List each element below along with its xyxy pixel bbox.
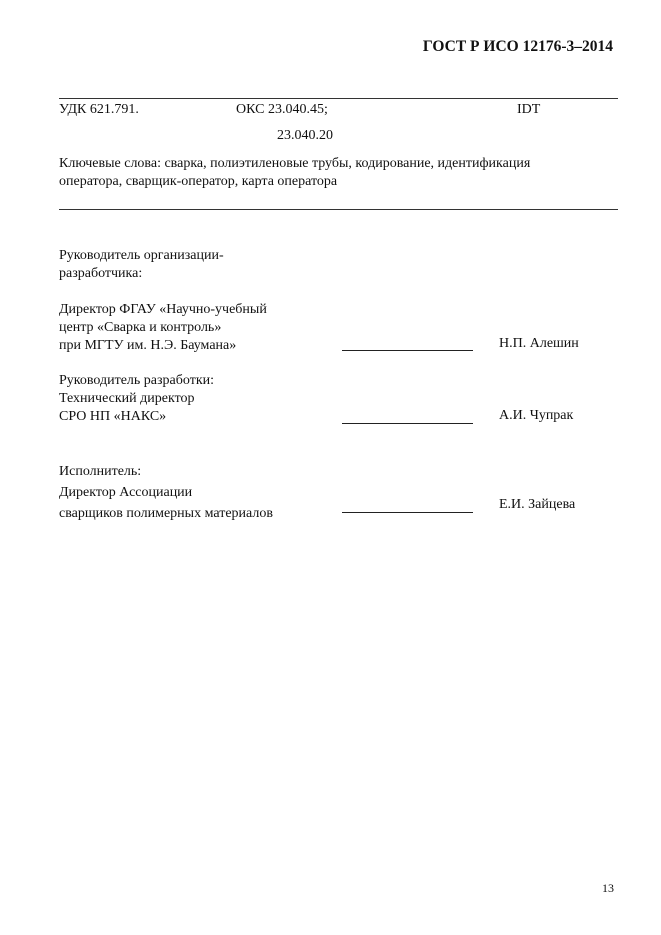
keywords-line-2: оператора, сварщик-оператор, карта оператора	[59, 174, 338, 189]
keywords-line-1: Ключевые слова: сварка, полиэтиленовые трубы, кодирование, идентификация	[59, 156, 531, 171]
signatory-2-block	[59, 372, 214, 426]
top-divider	[59, 98, 618, 99]
signatory-3-line-1: Исполнитель:	[59, 464, 142, 479]
signatory-1-name: Н.П. Алешин	[499, 336, 579, 351]
document-header: ГОСТ Р ИСО 12176-3–2014	[422, 38, 613, 55]
signatory-2-line-2: Технический директор	[59, 391, 195, 406]
oks-code-1: ОКС 23.040.45;	[236, 102, 328, 117]
org-head-line-1: Руководитель организации-	[59, 248, 224, 263]
signatory-2-line-1: Руководитель разработки:	[59, 373, 215, 388]
page-number: 13	[602, 881, 614, 895]
org-head-line-2: разработчика:	[59, 266, 143, 281]
signatory-1-line-2: центр «Сварка и контроль»	[59, 320, 222, 335]
udk-code: УДК 621.791.	[59, 102, 139, 117]
signatory-3-block	[59, 461, 273, 524]
signatory-2-line-3: СРО НП «НАКС»	[59, 409, 167, 424]
signatory-2-name: А.И. Чупрак	[499, 408, 574, 423]
bottom-divider	[59, 209, 618, 210]
signature-line-2	[342, 423, 473, 424]
signatory-1-line-1: Директор ФГАУ «Научно-учебный	[59, 302, 267, 317]
org-head-block	[59, 247, 224, 283]
signature-line-1	[342, 350, 473, 351]
oks-code-2: 23.040.20	[277, 128, 333, 143]
signatory-3-name: Е.И. Зайцева	[499, 497, 576, 512]
signatory-1-line-3: при МГТУ им. Н.Э. Баумана»	[59, 338, 237, 353]
idt-label: IDT	[517, 102, 541, 117]
signatory-3-line-3: сварщиков полимерных материалов	[59, 506, 273, 521]
signatory-1-block	[59, 301, 267, 355]
signatory-3-line-2: Директор Ассоциации	[59, 485, 193, 500]
signature-line-3	[342, 512, 473, 513]
